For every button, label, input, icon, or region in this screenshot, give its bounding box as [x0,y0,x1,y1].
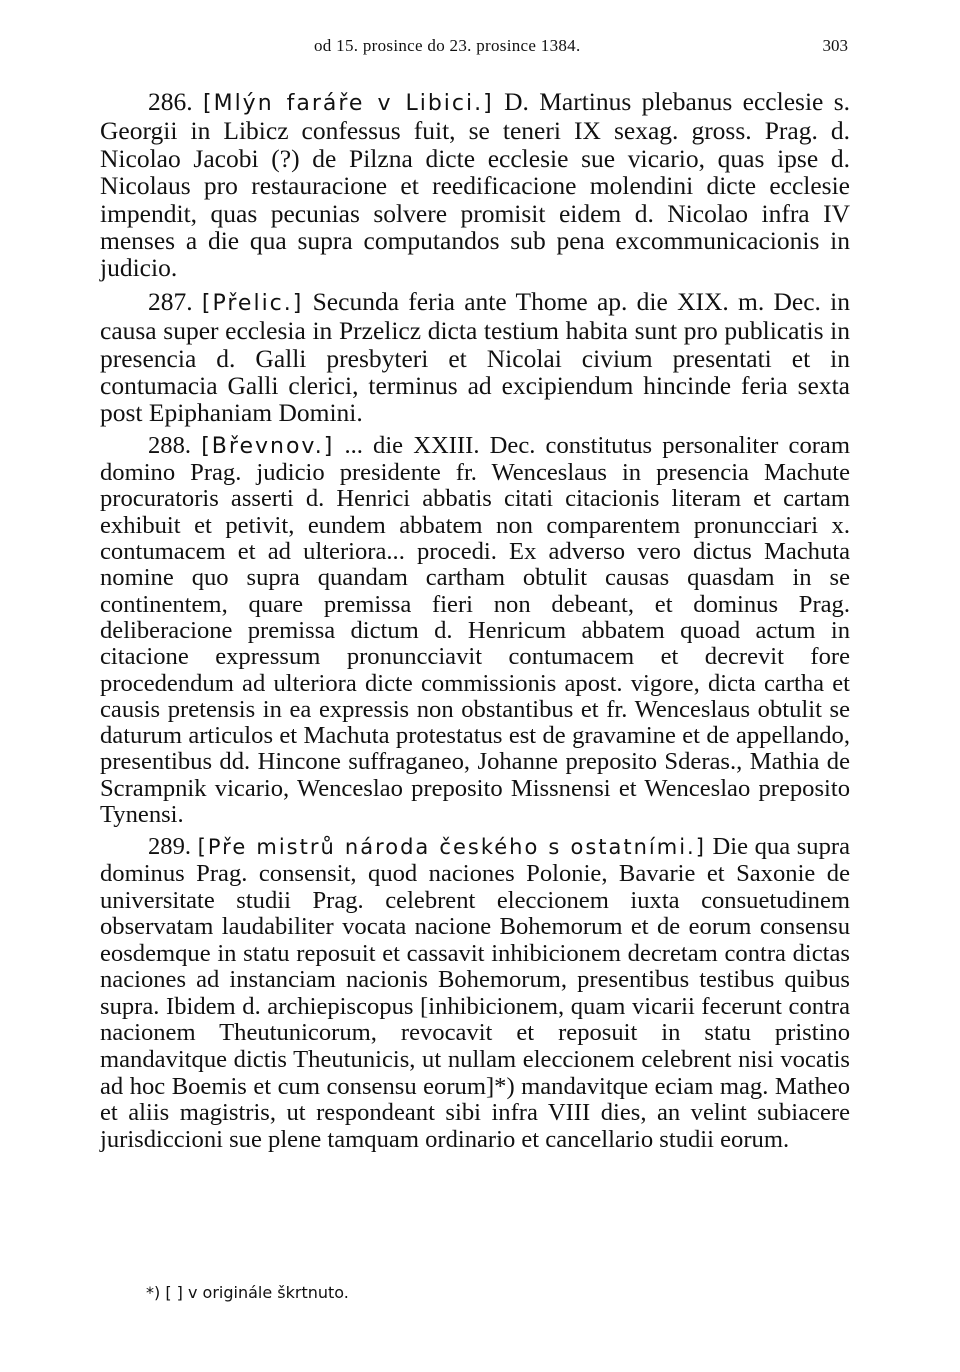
running-head [100,32,850,58]
entry-heading: [Břevnov.] [201,433,335,459]
entry-heading: [Přelic.] [201,290,304,316]
running-title: od 15. prosince do 23. prosince 1384. [314,36,581,55]
footnote: *) [ ] v originále škrtnuto. [146,1283,349,1302]
page-number: 303 [822,36,848,55]
entry-text: ... die XXIII. Dec. constitutus personaliter coram domino Prag. judicio presidente fr. Wenceslaus in presencia Machute procuratoris asserti d. Henrici abbatis citati citacionis literam et cartam exhibuit et petivit, eundem abbatem non comparentem pronuncciari x. contumacem et ad ulteriora... procedi. Ex adverso vero dictus Machuta nomine quo supra quandam cartham obtulit causas quasdam in se continentem, quare premissa fieri non debeant, et dominus Prag. deliberacione premissa dictum d. Henricum abbatem quoad actum in citacione expressum pronuncciavit contumacem et decrevit fore procedendum ad ulteriora dicte commissionis apost. vigore, dicta cartha et causis pretensis in ea expressis non obstantibus et fr. Wenceslaus obtulit se daturum articulos et Machuta protestatus est de gravamine et de appellando, presentibus dd. Hincone suffraganeo, Johanne preposito Sderas., Mathia de Scrampnik vicario, Wenceslao preposito Missnensi et Wenceslao preposito Tynensi. [100,431,850,829]
entry-288 [100,433,850,828]
entry-287 [100,288,850,427]
entry-289 [100,834,850,1153]
entry-text: D. Martinus plebanus ecclesie s. Georgii in Libicz confessus fuit, se teneri IX sexag. gross. Prag. d. Nicolao Jacobi (?) de Pilzna dicte ecclesie sue vicario, quas ipse d. Nicolaus pro restauracione et reedificacione molendini dicte ecclesie impendit, quas pecunias solvere promisit eidem d. Nicolao infra IV menses a die qua supra computandos sub pena excommunicacionis in judicio. [100,87,851,283]
entry-text: Die qua supra dominus Prag. consensit, quod naciones Polonie, Bavarie et Saxonie de universitate studii Prag. celebrent eleccionem iuxta consuetudinem observatam laudabiliter vocata nacione Bohemorum et de eorum consensu eosdemque in statu reposuit et cassavit inhibicionem decretam contra dictas naciones ad instanciam nacionis Bohemorum, presentibus testibus quibus supra. Ibidem d. archiepiscopus [inhibicionem, quam vicarii fecerunt contra nacionem Theutunicorum, revocavit et reposuit in statu pristino mandavitque dictis Theutunicis, ut nullam eleccionem celebrent nisi vocatis ad hoc Boemis et cum consensu eorum]*) mandavitque eciam mag. Matheo et aliis magistris, ut respondeant sibi infra VIII dies, an velint subiacere jurisdiccioni sue plene tamquam ordinario et cancellario studii eorum. [100,833,851,1153]
entry-heading: [Pře mistrů národa českého s ostatními.] [197,835,706,860]
entry-text: Secunda feria ante Thome ap. die XIX. m. Dec. in causa super ecclesia in Przelicz dicta testium habita sunt pro publicatis in presencia d. Galli presbyteri et Nicolai civium presentati et in contumacia Galli clerici, terminus ad excipiendum hincinde feria sexta post Epiphaniam Domini. [100,286,851,428]
document-body [100,88,850,1159]
entry-number: 288. [148,431,192,459]
entry-heading: [Mlýn faráře v Libici.] [203,91,494,116]
entry-number: 289. [148,833,192,861]
entry-number: 286. [148,87,193,116]
entry-number: 287. [148,286,193,316]
entry-286 [100,88,850,282]
